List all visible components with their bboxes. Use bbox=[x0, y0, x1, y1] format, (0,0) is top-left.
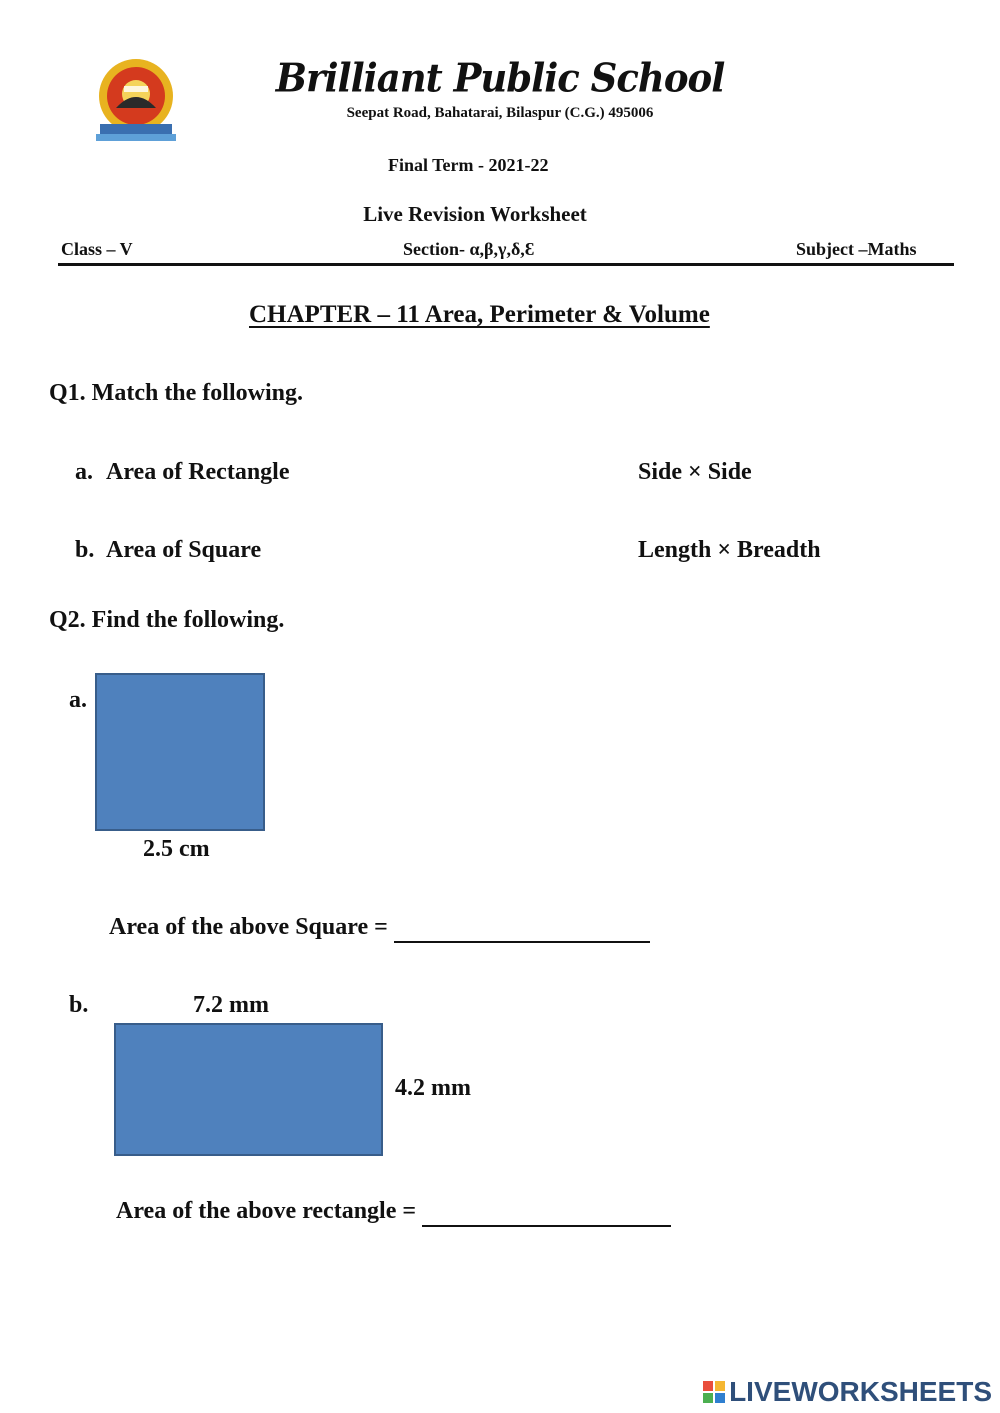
square-area-question bbox=[109, 914, 650, 943]
liveworksheets-brand[interactable] bbox=[702, 1376, 992, 1408]
rectangle-area-question bbox=[116, 1198, 671, 1227]
q1-item-a-letter: a. bbox=[75, 459, 93, 485]
q1-item-b-letter: b. bbox=[75, 537, 95, 563]
q1-title: Q1. Match the following. bbox=[49, 380, 303, 406]
exam-term: Final Term - 2021-22 bbox=[388, 155, 549, 175]
q1-item-b-label[interactable]: Area of Square bbox=[106, 537, 262, 563]
q1-match-option-2[interactable]: Length × Breadth bbox=[638, 537, 821, 563]
rectangle-area-answer-blank[interactable] bbox=[422, 1198, 671, 1227]
worksheet-title: Live Revision Worksheet bbox=[363, 202, 587, 226]
square-side-label: 2.5 cm bbox=[143, 836, 210, 862]
rectangle-length-label: 7.2 mm bbox=[193, 992, 269, 1018]
q1-match-option-1[interactable]: Side × Side bbox=[638, 459, 752, 485]
section-label: Section- α,β,γ,δ,Ɛ bbox=[403, 239, 535, 259]
rectangle-area-question-text: Area of the above rectangle = bbox=[116, 1198, 423, 1224]
q1-item-a-label[interactable]: Area of Rectangle bbox=[106, 459, 290, 485]
class-label: Class – V bbox=[61, 239, 133, 259]
square-area-answer-blank[interactable] bbox=[394, 914, 650, 943]
q2a-letter: a. bbox=[69, 687, 87, 713]
rectangle-shape bbox=[114, 1023, 383, 1156]
chapter-title: CHAPTER – 11 Area, Perimeter & Volume bbox=[249, 301, 710, 328]
q2-title: Q2. Find the following. bbox=[49, 607, 285, 633]
school-address: Seepat Road, Bahatarai, Bilaspur (C.G.) 495006 bbox=[346, 105, 654, 121]
school-name: Brilliant Public School bbox=[275, 54, 725, 102]
liveworksheets-logo-icon bbox=[702, 1380, 726, 1404]
header-divider bbox=[58, 263, 954, 266]
square-shape bbox=[95, 673, 265, 831]
liveworksheets-wordmark: LIVEWORKSHEETS bbox=[729, 1376, 992, 1407]
q2b-letter: b. bbox=[69, 992, 89, 1018]
square-area-question-text: Area of the above Square = bbox=[109, 914, 394, 940]
rectangle-breadth-label: 4.2 mm bbox=[395, 1075, 471, 1101]
subject-label: Subject –Maths bbox=[796, 239, 917, 259]
